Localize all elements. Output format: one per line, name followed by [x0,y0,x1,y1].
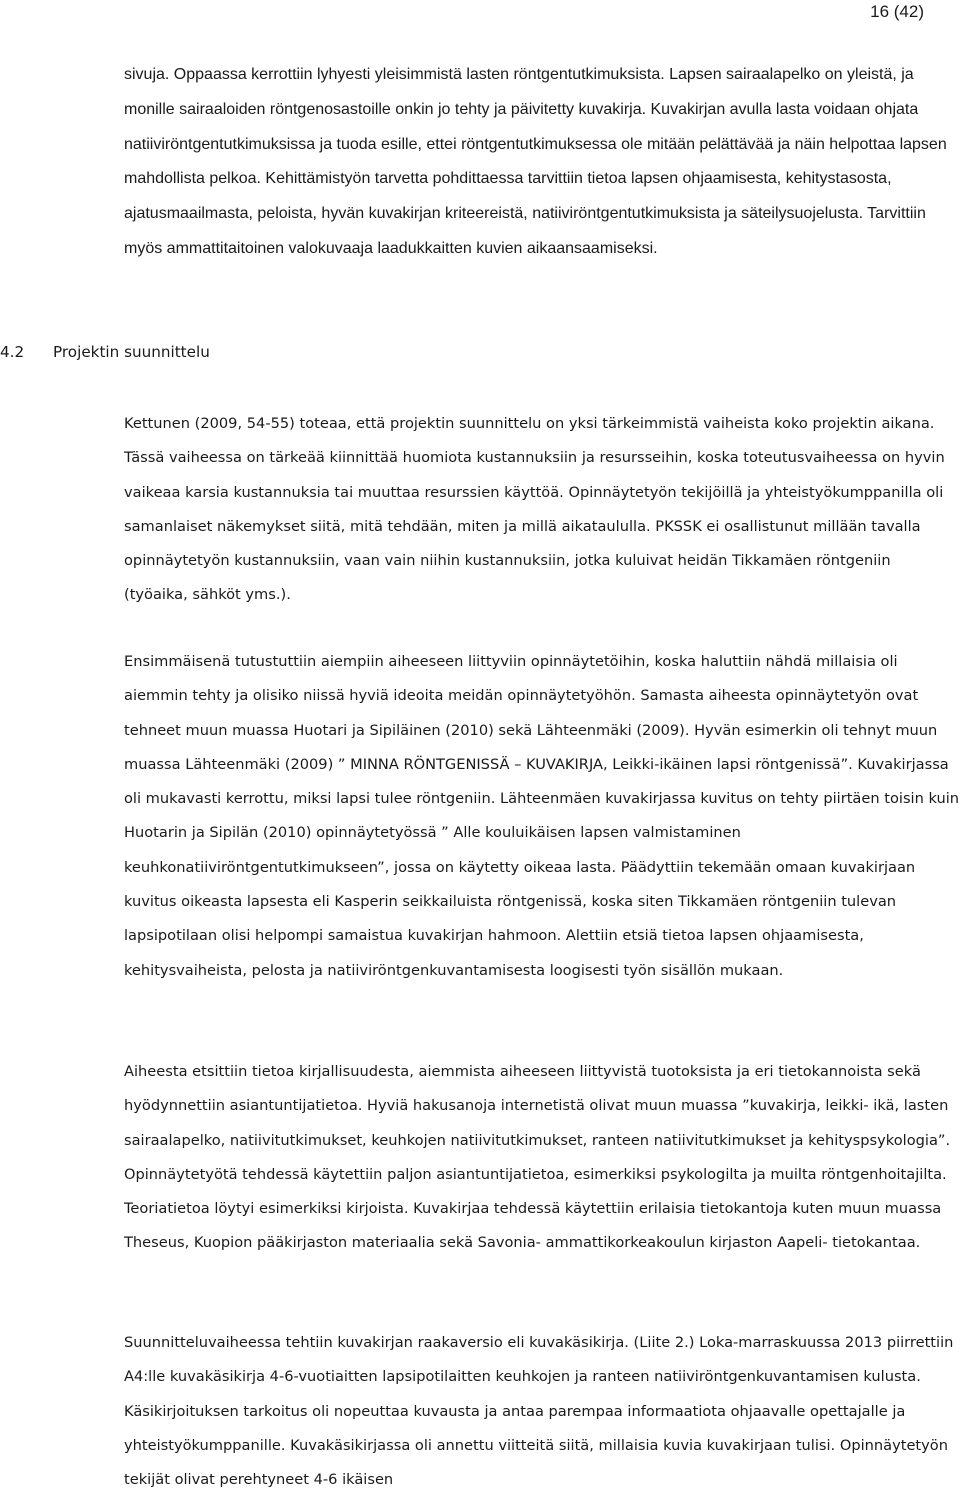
section-number: 4.2 [0,343,25,361]
aiheesta-paragraph: Aiheesta etsittiin tietoa kirjallisuudesta, aiemmista aiheeseen liittyvistä tuotoksista ja eri tietokannoista sekä hyödynnettiin asiantuntijatietoa. Hyviä hakusanoja internetistä olivat muun muassa ”kuvakirja, leikki- ikä, lasten sairaalapelko, natiivitutkimukset, keuhkojen natiivitutkimukset, ranteen natiivitutkimukset ja kehityspsykologia”. Opinnäytetyötä tehdessä käytettiin paljon asiantuntijatietoa, esimerkiksi psykologilta ja muilta röntgenhoitajilta. Teoriatietoa löytyi esimerkiksi kirjoista. Kuvakirjaa tehdessä käytettiin erilaisia tietokantoja kuten muun muassa Theseus, Kuopion pääkirjaston materiaalia sekä Savonia- ammattikorkeakoulun kirjaston Aapeli- tietokantaa. [124,1063,951,1252]
section-heading [0,336,210,368]
page-number: 16 (42) [870,2,924,21]
intro-paragraph: sivuja. Oppaassa kerrottiin lyhyesti yleisimmistä lasten röntgentutkimuksista. Lapsen sairaalapelko on yleistä, ja monille sairaaloiden röntgenosastoille onkin jo tehty ja päivitetty kuvakirja. Kuvakirjan avulla lasta voidaan ohjata natiiviröntgentutkimuksissa ja tuoda esille, ettei röntgentutkimuksessa ole mitään pelättävää ja näin helpottaa lapsen mahdollista pelkoa. Kehittämistyön tarvetta pohdittaessa tarvittiin tietoa lapsen ohjaamisesta, kehitystasosta, ajatusmaailmasta, peloista, hyvän kuvakirjan kriteereistä, natiiviröntgentutkimuksista ja säteilysuojelusta. Tarvittiin myös ammattitaitoinen valokuvaaja laadukkaitten kuvien aikaansaamiseksi. [124,66,947,257]
ensimmaisena-paragraph: Ensimmäisenä tutustuttiin aiempiin aiheeseen liittyviin opinnäytetöihin, koska haluttiin nähdä millaisia oli aiemmin tehty ja olisiko niissä hyviä ideoita meidän opinnäytetyöhön. Samasta aiheesta opinnäytetyön ovat tehneet muun muassa Huotari ja Sipiläinen (2010) sekä Lähteenmäki (2009). Hyvän esimerkin oli tehnyt muun muassa Lähteenmäki (2009) ” MINNA RÖNTGENISSÄ – KUVAKIRJA, Leikki-ikäinen lapsi röntgenissä”. Kuvakirjassa oli mukavasti kerrottu, miksi lapsi tulee röntgeniin. Lähteenmäen kuvakirjassa kuvitus on tehty piirtäen toisin kuin Huotarin ja Sipilän (2010) opinnäytetyössä ” Alle kouluikäisen lapsen valmistaminen keuhkonatiiviröntgentutkimukseen”, jossa on käytetty oikeaa lasta. Päädyttiin tekemään omaan kuvakirjaan kuvitus oikeasta lapsesta eli Kasperin seikkailuista röntgenissä, koska siten Tikkamäen röntgeniin tulevan lapsipotilaan olisi helpompi samaistua kuvakirjan hahmoon. Alettiin etsiä tietoa lapsen ohjaamisesta, kehitysvaiheista, pelosta ja natiiviröntgenkuvantamisesta loogisesti työn sisällön mukaan. [124,653,960,979]
kettunen-paragraph: Kettunen (2009, 54-55) toteaa, että projektin suunnittelu on yksi tärkeimmistä vaiheista koko projektin aikana. Tässä vaiheessa on tärkeää kiinnittää huomiota kustannuksiin ja resursseihin, koska toteutusvaiheessa on hyvin vaikeaa karsia kustannuksia tai muuttaa resurssien käyttöä. Opinnäytetyön tekijöillä ja yhteistyökumppanilla oli samanlaiset näkemykset siitä, mitä tehdään, miten ja millä aikataululla. PKSSK ei osallistunut millään tavalla opinnäytetyön kustannuksiin, vaan vain niihin kustannuksiin, jotka kuluivat heidän Tikkamäen röntgeniin (työaika, sähköt yms.). [124,415,945,604]
section-title: Projektin suunnittelu [53,343,210,361]
suunnitteluvaiheessa-paragraph: Suunnitteluvaiheessa tehtiin kuvakirjan raakaversio eli kuvakäsikirja. (Liite 2.) Loka-marraskuussa 2013 piirrettiin A4:lle kuvakäsikirja 4-6-vuotiaitten lapsipotilaitten keuhkojen ja ranteen natiiviröntgenkuvantamisen kulusta. Käsikirjoituksen tarkoitus oli nopeuttaa kuvausta ja antaa parempaa informaatiota ohjaavalle opettajalle ja yhteistyökumppanille. Kuvakäsikirjassa oli annettu viitteitä siitä, millaisia kuvia kuvakirjaan tulisi. Opinnäytetyön tekijät olivat perehtyneet 4-6 ikäisen [124,1334,954,1489]
